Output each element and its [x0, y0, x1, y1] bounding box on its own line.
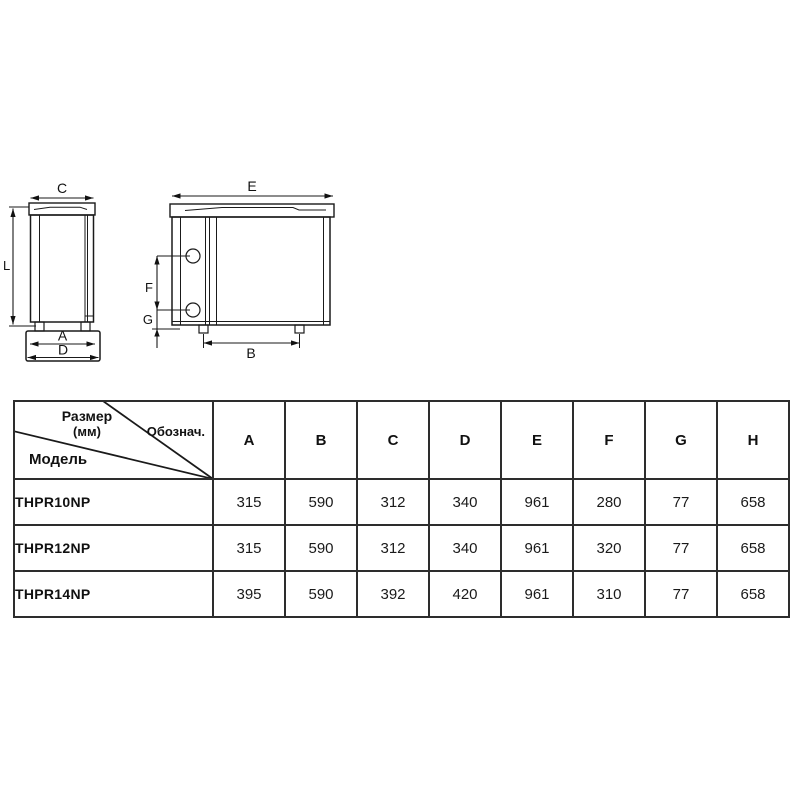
dim-label-g: G — [142, 312, 153, 327]
dim-label-d: D — [57, 341, 69, 358]
value-cell: 395 — [213, 571, 285, 617]
value-cell: 310 — [573, 571, 645, 617]
size-text: Размер — [61, 408, 113, 424]
dimension-drawing — [0, 0, 800, 392]
value-cell: 658 — [717, 571, 789, 617]
size-unit-text: (мм) — [73, 424, 101, 439]
value-cell: 658 — [717, 479, 789, 525]
value-cell: 961 — [501, 479, 573, 525]
value-cell: 590 — [285, 525, 357, 571]
value-cell: 315 — [213, 479, 285, 525]
dim-l — [9, 207, 36, 326]
column-header-d: D — [429, 401, 501, 479]
front-view — [152, 196, 334, 348]
corner-model-label: Модель — [29, 451, 88, 468]
dim-label-b: B — [246, 345, 256, 361]
value-cell: 320 — [573, 525, 645, 571]
table-header-row — [14, 401, 789, 479]
value-cell: 420 — [429, 571, 501, 617]
dim-label-e: E — [247, 178, 257, 194]
model-name: THPR10NP — [14, 479, 213, 525]
model-name: THPR14NP — [14, 571, 213, 617]
dim-f — [157, 256, 190, 310]
value-cell: 280 — [573, 479, 645, 525]
value-cell: 658 — [717, 525, 789, 571]
side-view — [9, 198, 100, 361]
table-corner-cell — [14, 401, 213, 479]
value-cell: 312 — [357, 525, 429, 571]
column-header-a: A — [213, 401, 285, 479]
dim-g — [152, 310, 180, 348]
model-name: THPR12NP — [14, 525, 213, 571]
value-cell: 590 — [285, 479, 357, 525]
column-header-b: B — [285, 401, 357, 479]
value-cell: 312 — [357, 479, 429, 525]
dim-label-f: F — [145, 280, 153, 295]
column-header-c: C — [357, 401, 429, 479]
side-view-top-cap — [29, 203, 95, 215]
column-header-f: F — [573, 401, 645, 479]
value-cell: 340 — [429, 525, 501, 571]
side-view-body — [31, 215, 94, 322]
column-header-g: G — [645, 401, 717, 479]
table-row — [14, 525, 789, 571]
value-cell: 77 — [645, 525, 717, 571]
front-view-top-cap — [170, 204, 334, 217]
value-cell: 392 — [357, 571, 429, 617]
corner-size-label — [45, 409, 129, 439]
value-cell: 590 — [285, 571, 357, 617]
front-view-feet — [199, 325, 304, 333]
value-cell: 77 — [645, 571, 717, 617]
table-row — [14, 571, 789, 617]
table-row — [14, 479, 789, 525]
dim-label-l: L — [3, 258, 11, 273]
front-view-body — [172, 217, 330, 325]
column-header-h: H — [717, 401, 789, 479]
dim-label-c: C — [56, 180, 68, 196]
value-cell: 315 — [213, 525, 285, 571]
value-cell: 961 — [501, 571, 573, 617]
value-cell: 77 — [645, 479, 717, 525]
corner-designation-label: Обознач. — [146, 424, 205, 439]
dimensions-table — [13, 400, 788, 618]
column-header-e: E — [501, 401, 573, 479]
value-cell: 340 — [429, 479, 501, 525]
dim-label-a: A — [57, 327, 68, 344]
value-cell: 961 — [501, 525, 573, 571]
